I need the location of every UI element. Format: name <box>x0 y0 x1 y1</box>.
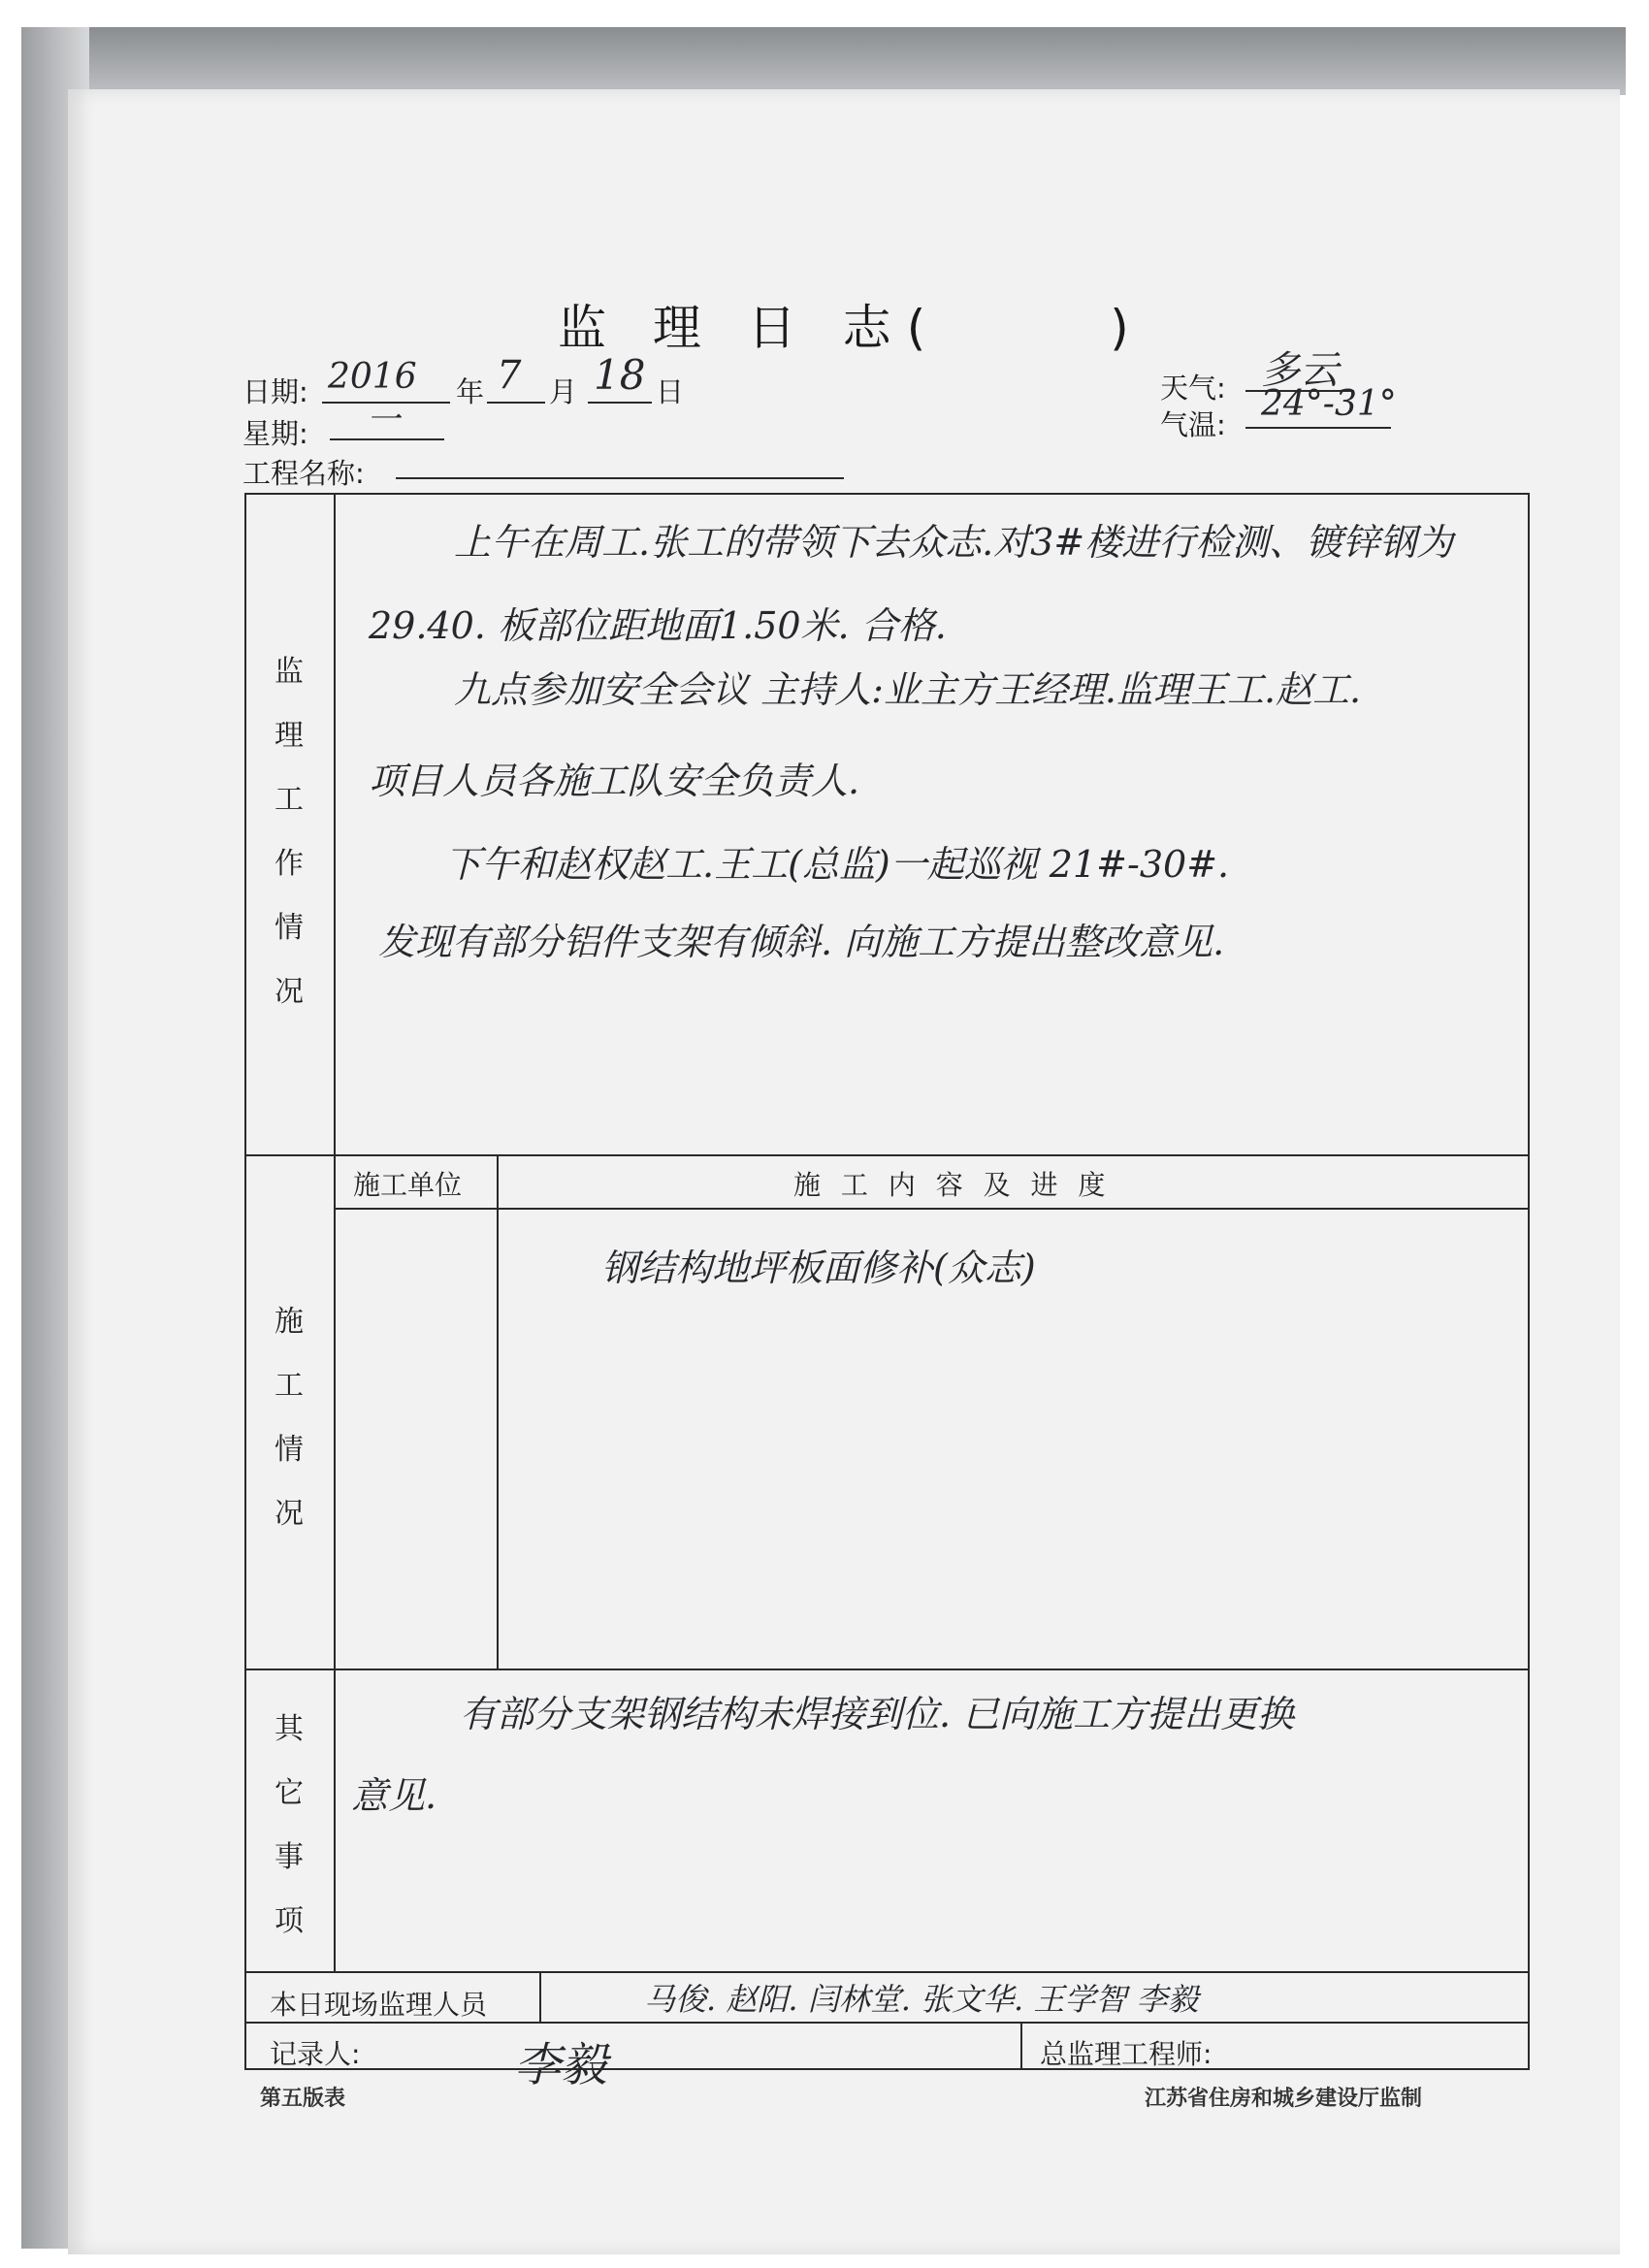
supervision-line: 九点参加安全会议 主持人:业主方王经理.监理王工.赵工. <box>454 668 1362 711</box>
construction-label-char: 况 <box>275 1497 304 1531</box>
supervision-label-char: 作 <box>275 847 304 881</box>
supervision-line: 下午和赵权赵工.王工(总监)一起巡视 21#-30#. <box>444 843 1230 886</box>
weather-value: 多云 <box>1261 348 1339 393</box>
unit-column-divider <box>497 1154 499 1669</box>
construction-content: 钢结构地坪板面修补(众志) <box>601 1247 1036 1289</box>
form-title <box>558 289 1129 359</box>
date-label: 日期: <box>242 375 308 408</box>
other-line: 有部分支架钢结构未焊接到位. 已向施工方提出更换 <box>460 1693 1295 1735</box>
issuer-label: 江苏省住房和城乡建设厅监制 <box>1145 2087 1423 2111</box>
chief-label: 总监理工程师: <box>1040 2038 1212 2070</box>
recorder-chief-divider <box>1020 2022 1022 2070</box>
title-text: 监 理 日 志 <box>558 300 907 356</box>
year-label: 年 <box>456 375 485 408</box>
date-month: 7 <box>497 353 522 398</box>
construction-label-char: 情 <box>275 1433 304 1467</box>
title-paren-open: ( <box>906 300 926 356</box>
construction-header-divider <box>334 1208 1530 1210</box>
temp-label: 气温: <box>1160 408 1226 441</box>
staff-label-divider <box>539 1971 541 2022</box>
staff-label: 本日现场监理人员 <box>270 1989 488 2021</box>
other-label-char: 它 <box>275 1776 304 1810</box>
recorder-label: 记录人: <box>270 2038 361 2070</box>
project-label: 工程名称: <box>242 457 365 490</box>
content-header: 施 工 内 容 及 进 度 <box>793 1169 1112 1201</box>
staff-names: 马俊. 赵阳. 闫林堂. 张文华. 王学智 李毅 <box>644 1981 1199 2018</box>
supervision-label-char: 情 <box>275 911 304 945</box>
date-day-underline <box>588 402 652 404</box>
supervision-line: 29.40. 板部位距地面1.50米. 合格. <box>369 604 947 647</box>
other-label-char: 项 <box>275 1904 304 1938</box>
construction-label-char: 施 <box>275 1305 304 1339</box>
title-paren-close: ) <box>1110 300 1129 356</box>
day-label: 日 <box>656 375 685 408</box>
supervision-line: 项目人员各施工队安全负责人. <box>369 760 860 802</box>
unit-header: 施工单位 <box>353 1169 463 1201</box>
month-label: 月 <box>549 375 578 408</box>
row-divider-2 <box>244 1669 1530 1670</box>
supervision-label-char: 况 <box>275 975 304 1009</box>
weekday-value: 一 <box>367 401 400 439</box>
supervision-line: 发现有部分铝件支架有倾斜. 向施工方提出整改意见. <box>378 921 1225 963</box>
supervision-line: 上午在周工.张工的带领下去众志.对3#楼进行检测、镀锌钢为 <box>454 521 1454 564</box>
other-label-char: 其 <box>275 1712 304 1746</box>
scan-shadow-top <box>21 27 1626 95</box>
date-month-underline <box>487 402 545 404</box>
row-divider-1 <box>244 1154 1530 1156</box>
weekday-label: 星期: <box>242 417 308 450</box>
other-label-char: 事 <box>275 1840 304 1874</box>
temp-underline <box>1245 427 1391 429</box>
supervision-label-char: 理 <box>275 719 304 753</box>
date-year: 2016 <box>328 357 417 397</box>
date-day: 18 <box>594 351 646 399</box>
supervision-label-char: 监 <box>275 655 304 689</box>
construction-label <box>270 1290 308 1546</box>
temp-value: 24°-31° <box>1261 384 1397 424</box>
edition-label: 第五版表 <box>260 2087 346 2111</box>
label-column-divider <box>334 495 336 1971</box>
construction-label-char: 工 <box>275 1369 304 1403</box>
supervision-label <box>270 640 308 1024</box>
recorder-signature: 李毅 <box>514 2038 608 2092</box>
supervision-label-char: 工 <box>275 783 304 817</box>
weekday-underline <box>330 438 444 440</box>
project-underline <box>396 477 844 479</box>
other-line: 意见. <box>351 1774 437 1817</box>
other-label <box>270 1698 308 1954</box>
row-divider-3 <box>244 1971 1530 1973</box>
weather-label: 天气: <box>1160 372 1226 405</box>
